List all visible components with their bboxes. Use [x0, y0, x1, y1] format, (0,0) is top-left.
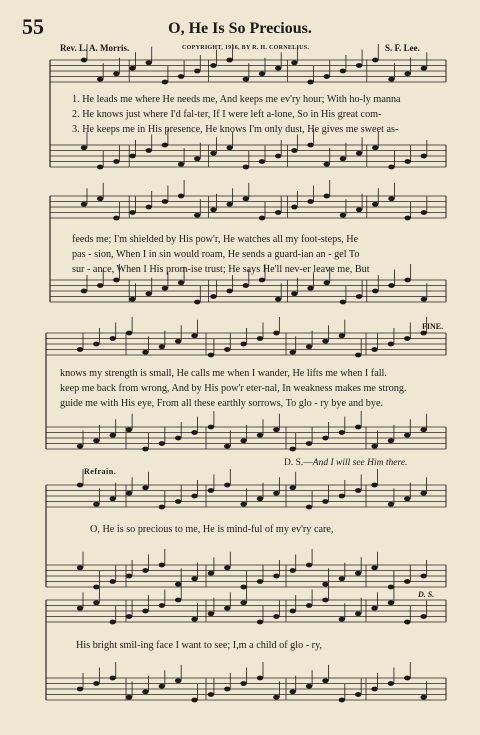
note-head	[113, 216, 119, 221]
note-head	[372, 202, 378, 207]
note-head	[324, 74, 330, 79]
note-head	[273, 427, 279, 432]
note-head	[371, 606, 377, 611]
hymn-number: 55	[22, 14, 44, 39]
note-head	[240, 681, 246, 686]
note-head	[142, 447, 148, 452]
note-head	[191, 617, 197, 622]
note-head	[259, 278, 265, 283]
note-head	[307, 286, 313, 291]
note-head	[259, 216, 265, 221]
note-head	[273, 491, 279, 496]
note-head	[194, 156, 200, 161]
note-head	[175, 582, 181, 587]
note-head	[306, 563, 312, 568]
lyric-line: pas - sion, When I in sin would roam, He sends a guard-ian an - gel To	[72, 249, 360, 260]
note-head	[291, 60, 297, 65]
note-head	[388, 283, 394, 288]
note-head	[404, 336, 410, 341]
note-head	[210, 207, 216, 212]
note-head	[355, 692, 361, 697]
note-head	[240, 438, 246, 443]
lyric-line: keep me back from wrong, And by His pow'r eter-nal, In weakness makes me strong.	[60, 383, 407, 394]
note-head	[388, 600, 394, 605]
lyric-line: knows my strength is small, He calls me when I wander, He lifts me when I fall.	[60, 368, 387, 379]
note-head	[420, 427, 426, 432]
note-head	[113, 71, 119, 76]
fine-mark: FINE.	[422, 322, 444, 331]
note-head	[388, 342, 394, 347]
note-head	[159, 441, 165, 446]
note-head	[113, 278, 119, 283]
music-credit: S. F. Lee.	[385, 43, 420, 53]
note-head	[81, 289, 87, 294]
note-head	[142, 568, 148, 573]
note-head	[194, 300, 200, 305]
note-head	[355, 353, 361, 358]
note-head	[404, 159, 410, 164]
note-head	[226, 202, 232, 207]
note-head	[404, 71, 410, 76]
note-head	[356, 151, 362, 156]
note-head	[142, 689, 148, 694]
note-head	[388, 502, 394, 507]
note-head	[208, 353, 214, 358]
note-head	[257, 336, 263, 341]
note-head	[126, 491, 132, 496]
note-head	[175, 499, 181, 504]
note-head	[273, 695, 279, 700]
note-head	[159, 603, 165, 608]
note-head	[126, 574, 132, 579]
note-head	[322, 678, 328, 683]
note-head	[404, 496, 410, 501]
note-head	[324, 280, 330, 285]
note-head	[322, 582, 328, 587]
note-head	[208, 692, 214, 697]
note-head	[142, 609, 148, 614]
note-head	[97, 196, 103, 201]
note-head	[77, 565, 83, 570]
note-head	[420, 331, 426, 336]
note-head	[290, 447, 296, 452]
note-head	[224, 687, 230, 692]
note-head	[404, 620, 410, 625]
note-head	[388, 77, 394, 82]
note-head	[340, 69, 346, 74]
note-head	[273, 331, 279, 336]
note-head	[178, 280, 184, 285]
note-head	[194, 213, 200, 218]
note-head	[159, 344, 165, 349]
note-head	[77, 483, 83, 488]
note-head	[307, 80, 313, 85]
note-head	[126, 331, 132, 336]
copyright-notice: COPYRIGHT, 1916, BY R. H. CORNELIUS.	[182, 45, 310, 51]
note-head	[420, 695, 426, 700]
note-head	[291, 148, 297, 153]
note-head	[340, 300, 346, 305]
note-head	[93, 342, 99, 347]
note-head	[110, 433, 116, 438]
ds-end-mark: D. S.	[418, 590, 435, 599]
note-head	[81, 202, 87, 207]
lyric-line: sur - ance, When I His prom-ise trust; He says He'll nev-er leave me, But	[72, 264, 370, 275]
note-head	[175, 339, 181, 344]
note-head	[355, 425, 361, 430]
note-head	[355, 571, 361, 576]
note-head	[420, 574, 426, 579]
note-head	[175, 598, 181, 603]
note-head	[162, 199, 168, 204]
note-head	[388, 585, 394, 590]
note-head	[224, 347, 230, 352]
note-head	[388, 438, 394, 443]
note-head	[257, 579, 263, 584]
note-head	[340, 213, 346, 218]
note-head	[146, 205, 152, 210]
note-head	[240, 342, 246, 347]
note-head	[146, 60, 152, 65]
note-head	[162, 143, 168, 148]
note-head	[191, 430, 197, 435]
note-head	[93, 585, 99, 590]
note-head	[126, 427, 132, 432]
note-head	[322, 436, 328, 441]
note-head	[421, 297, 427, 302]
note-head	[77, 347, 83, 352]
note-head	[257, 620, 263, 625]
note-head	[224, 565, 230, 570]
note-head	[420, 614, 426, 619]
note-head	[307, 199, 313, 204]
note-head	[421, 66, 427, 71]
note-head	[290, 689, 296, 694]
note-head	[322, 598, 328, 603]
note-head	[93, 681, 99, 686]
note-head	[77, 606, 83, 611]
note-head	[178, 162, 184, 167]
note-head	[307, 143, 313, 148]
note-head	[259, 71, 265, 76]
note-head	[324, 194, 330, 199]
note-head	[372, 145, 378, 150]
note-head	[146, 148, 152, 153]
note-head	[259, 159, 265, 164]
refrain-lyric-line: O, He is so precious to me, He is mind-ful of my ev'ry care,	[90, 524, 334, 535]
note-head	[110, 676, 116, 681]
lyric-line: 2. He knows just where I'd fal-ter, If I were left a-lone, So in His great com-	[72, 109, 382, 120]
note-head	[371, 687, 377, 692]
note-head	[339, 617, 345, 622]
note-head	[129, 66, 135, 71]
note-head	[142, 350, 148, 355]
note-head	[339, 494, 345, 499]
note-head	[243, 196, 249, 201]
note-head	[404, 433, 410, 438]
lyric-line: guide me with His eye, From all these earthly sorrows, To glo - ry bye and bye.	[60, 398, 384, 409]
note-head	[371, 444, 377, 449]
note-head	[175, 678, 181, 683]
note-head	[306, 441, 312, 446]
note-head	[110, 496, 116, 501]
note-head	[371, 565, 377, 570]
note-head	[356, 294, 362, 299]
note-head	[224, 444, 230, 449]
note-head	[243, 165, 249, 170]
note-head	[388, 681, 394, 686]
note-head	[194, 69, 200, 74]
ds-prefix: D. S.—	[284, 458, 313, 468]
note-head	[275, 154, 281, 159]
note-head	[356, 207, 362, 212]
note-head	[339, 698, 345, 703]
note-head	[420, 491, 426, 496]
note-head	[226, 145, 232, 150]
note-head	[178, 194, 184, 199]
note-head	[240, 502, 246, 507]
note-head	[371, 347, 377, 352]
note-head	[93, 600, 99, 605]
note-head	[306, 344, 312, 349]
note-head	[339, 576, 345, 581]
note-head	[243, 77, 249, 82]
note-head	[77, 687, 83, 692]
hymn-title: O, He Is So Precious.	[168, 20, 312, 37]
note-head	[129, 154, 135, 159]
note-head	[126, 695, 132, 700]
note-head	[257, 496, 263, 501]
note-head	[273, 574, 279, 579]
note-head	[290, 609, 296, 614]
note-head	[129, 210, 135, 215]
note-head	[322, 339, 328, 344]
note-head	[191, 494, 197, 499]
ds-instruction	[284, 458, 407, 468]
note-head	[356, 63, 362, 68]
note-head	[191, 698, 197, 703]
note-head	[291, 291, 297, 296]
note-head	[208, 611, 214, 616]
note-head	[240, 600, 246, 605]
ds-text: And I will see Him there.	[312, 458, 408, 468]
refrain-label: Refrain.	[84, 467, 117, 476]
lyric-line: 1. He leads me where He needs me, And keeps me ev'ry hour; With ho-ly manna	[72, 94, 401, 105]
note-head	[339, 333, 345, 338]
note-head	[110, 336, 116, 341]
note-head	[290, 350, 296, 355]
note-head	[404, 676, 410, 681]
note-head	[77, 444, 83, 449]
note-head	[110, 620, 116, 625]
note-head	[175, 436, 181, 441]
note-head	[257, 676, 263, 681]
note-head	[226, 58, 232, 63]
note-head	[210, 294, 216, 299]
note-head	[371, 483, 377, 488]
note-head	[306, 603, 312, 608]
note-head	[226, 289, 232, 294]
note-head	[243, 283, 249, 288]
note-head	[224, 606, 230, 611]
note-head	[208, 571, 214, 576]
note-head	[129, 297, 135, 302]
note-head	[146, 291, 152, 296]
note-head	[290, 568, 296, 573]
note-head	[372, 289, 378, 294]
refrain-lyric-line: His bright smil-ing face I want to see; I,m a child of glo - ry,	[76, 640, 323, 651]
note-head	[404, 216, 410, 221]
note-head	[275, 297, 281, 302]
note-head	[208, 488, 214, 493]
note-head	[210, 63, 216, 68]
note-head	[97, 165, 103, 170]
note-head	[404, 579, 410, 584]
note-head	[210, 151, 216, 156]
note-head	[257, 433, 263, 438]
lyric-line: feeds me; I'm shielded by His pow'r, He watches all my foot-steps, He	[72, 234, 359, 245]
note-head	[110, 579, 116, 584]
note-head	[97, 77, 103, 82]
note-head	[126, 614, 132, 619]
note-head	[372, 58, 378, 63]
note-head	[191, 576, 197, 581]
note-head	[208, 425, 214, 430]
lyric-line: 3. He keeps me in His presence, He knows I'm only dust, He gives me sweet as-	[72, 124, 399, 135]
note-head	[324, 162, 330, 167]
note-head	[81, 58, 87, 63]
note-head	[81, 145, 87, 150]
note-head	[388, 165, 394, 170]
note-head	[404, 278, 410, 283]
note-head	[162, 80, 168, 85]
note-head	[388, 196, 394, 201]
note-head	[275, 66, 281, 71]
note-head	[191, 333, 197, 338]
note-head	[178, 74, 184, 79]
note-head	[275, 210, 281, 215]
note-head	[224, 483, 230, 488]
note-head	[159, 505, 165, 510]
note-head	[93, 438, 99, 443]
note-head	[240, 585, 246, 590]
note-head	[159, 684, 165, 689]
note-head	[306, 505, 312, 510]
note-head	[113, 159, 119, 164]
words-credit: Rev. L. A. Morris.	[60, 43, 130, 53]
note-head	[162, 286, 168, 291]
note-head	[159, 563, 165, 568]
note-head	[142, 485, 148, 490]
note-head	[322, 499, 328, 504]
note-head	[306, 684, 312, 689]
note-head	[355, 488, 361, 493]
note-head	[273, 614, 279, 619]
note-head	[355, 611, 361, 616]
note-head	[93, 502, 99, 507]
note-head	[339, 430, 345, 435]
note-head	[290, 485, 296, 490]
note-head	[421, 154, 427, 159]
note-head	[97, 283, 103, 288]
note-head	[340, 156, 346, 161]
note-head	[291, 205, 297, 210]
note-head	[421, 210, 427, 215]
